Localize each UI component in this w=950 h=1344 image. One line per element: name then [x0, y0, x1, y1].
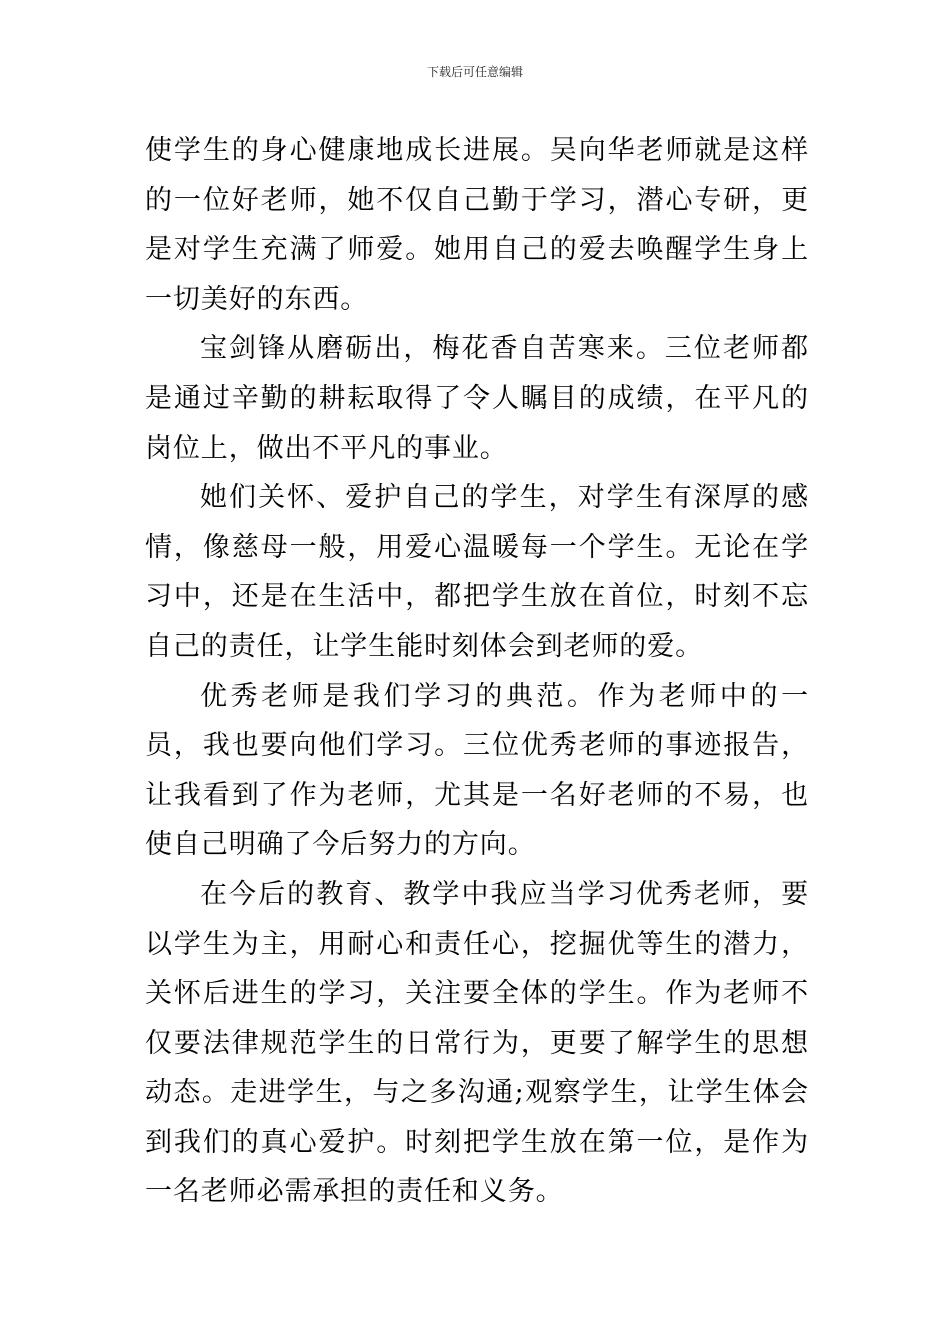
paragraph: 宝剑锋从磨砺出，梅花香自苦寒来。三位老师都是通过辛勤的耕耘取得了令人瞩目的成绩，在平凡的岗位上，做出不平凡的事业。: [145, 333, 809, 464]
header-note: 下载后可任意编辑: [426, 65, 523, 79]
paragraph: 优秀老师是我们学习的典范。作为老师中的一员，我也要向他们学习。三位优秀老师的事迹报告，让我看到了作为老师，尤其是一名好老师的不易，也使自己明确了今后努力的方向。: [145, 680, 809, 861]
paragraph: 在今后的教育、教学中我应当学习优秀老师，要以学生为主，用耐心和责任心，挖掘优等生的潜力，关怀后进生的学习，关注要全体的学生。作为老师不仅要法律规范学生的日常行为，更要了解学生的思想动态。走进学生，与之多沟通;观察学生，让学生体会到我们的真心爱护。时刻把学生放在第一位，是作为一名老师必需承担的责任和义务。: [145, 878, 809, 1208]
body-text: [145, 126, 809, 1217]
paragraph: 她们关怀、爱护自己的学生，对学生有深厚的感情，像慈母一般，用爱心温暖每一个学生。无论在学习中，还是在生活中，都把学生放在首位，时刻不忘自己的责任，让学生能时刻体会到老师的爱。: [145, 482, 809, 662]
paragraph-continued: 使学生的身心健康地成长进展。吴向华老师就是这样的一位好老师，她不仅自己勤于学习，潜心专研，更是对学生充满了师爱。她用自己的爱去唤醒学生身上一切美好的东西。: [145, 135, 809, 315]
